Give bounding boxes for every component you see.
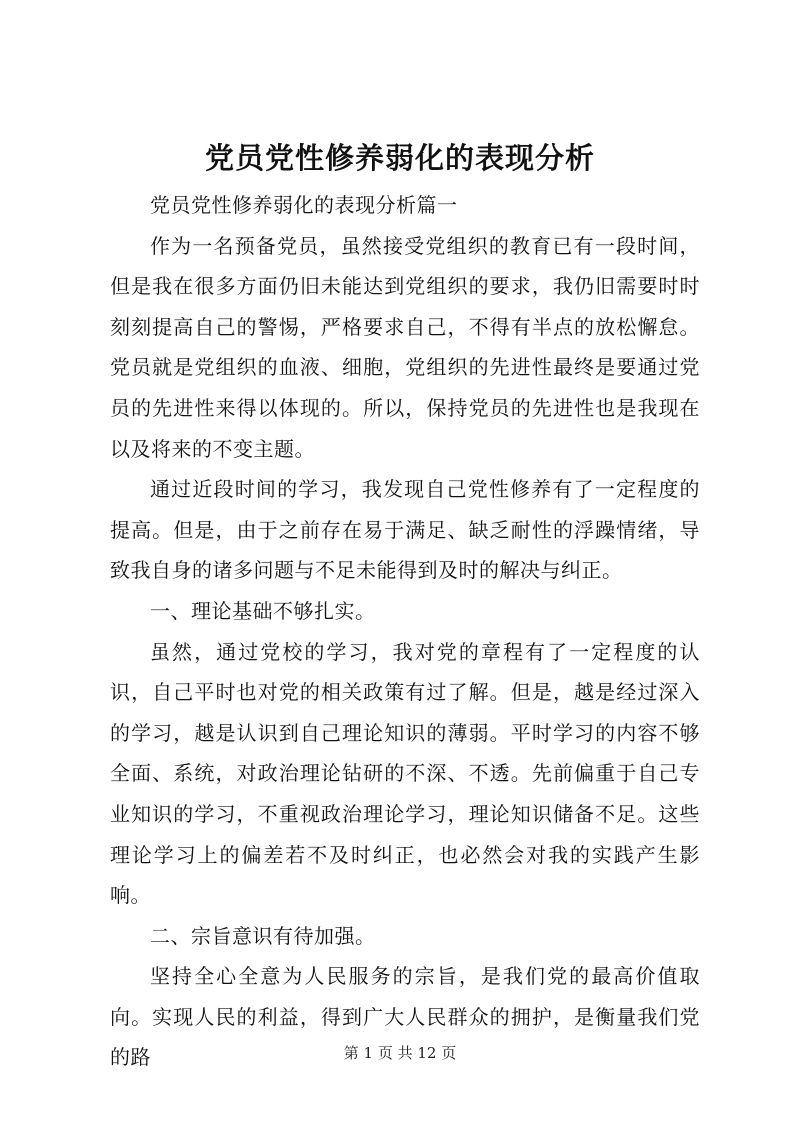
paragraph: 虽然，通过党校的学习，我对党的章程有了一定程度的认识，自己平时也对党的相关政策有过了解。但是，越是经过深入的学习，越是认识到自己理论知识的薄弱。平时学习的内容不够全面、系统，对政治理论钻研的不深、不透。先前偏重于自己专业知识的学习，不重视政治理论学习，理论知识储备不足。这些理论学习上的偏差若不及时纠正，也必然会对我的实践产生影响。 <box>110 639 700 908</box>
document-title: 党员党性修养弱化的表现分析 <box>204 141 595 175</box>
section-heading: 二、宗旨意识有待加强。 <box>150 923 376 948</box>
page-number-footer: 第 1 页 共 12 页 <box>343 1044 457 1062</box>
document-body <box>110 185 700 1078</box>
paragraph: 通过近段时间的学习，我发现自己党性修养有了一定程度的提高。但是，由于之前存在易于满足、缺乏耐性的浮躁情绪，导致我自身的诸多问题与不足未能得到及时的解决与纠正。 <box>110 477 700 583</box>
paragraph: 坚持全心全意为人民服务的宗旨，是我们党的最高价值取向。实现人民的利益，得到广大人民群众的拥护，是衡量我们党的路 <box>110 964 700 1070</box>
section-heading: 一、理论基础不够扎实。 <box>150 598 376 623</box>
paragraph-subtitle: 党员党性修养弱化的表现分析篇一 <box>150 193 458 217</box>
paragraph: 作为一名预备党员，虽然接受党组织的教育已有一段时间，但是我在很多方面仍旧未能达到党组织的要求，我仍旧需要时时刻刻提高自己的警惕，严格要求自己，不得有半点的放松懈怠。党员就是党组织的血液、细胞，党组织的先进性最终是要通过党员的先进性来得以体现的。所以，保持党员的先进性也是我现在以及将来的不变主题。 <box>110 233 700 461</box>
